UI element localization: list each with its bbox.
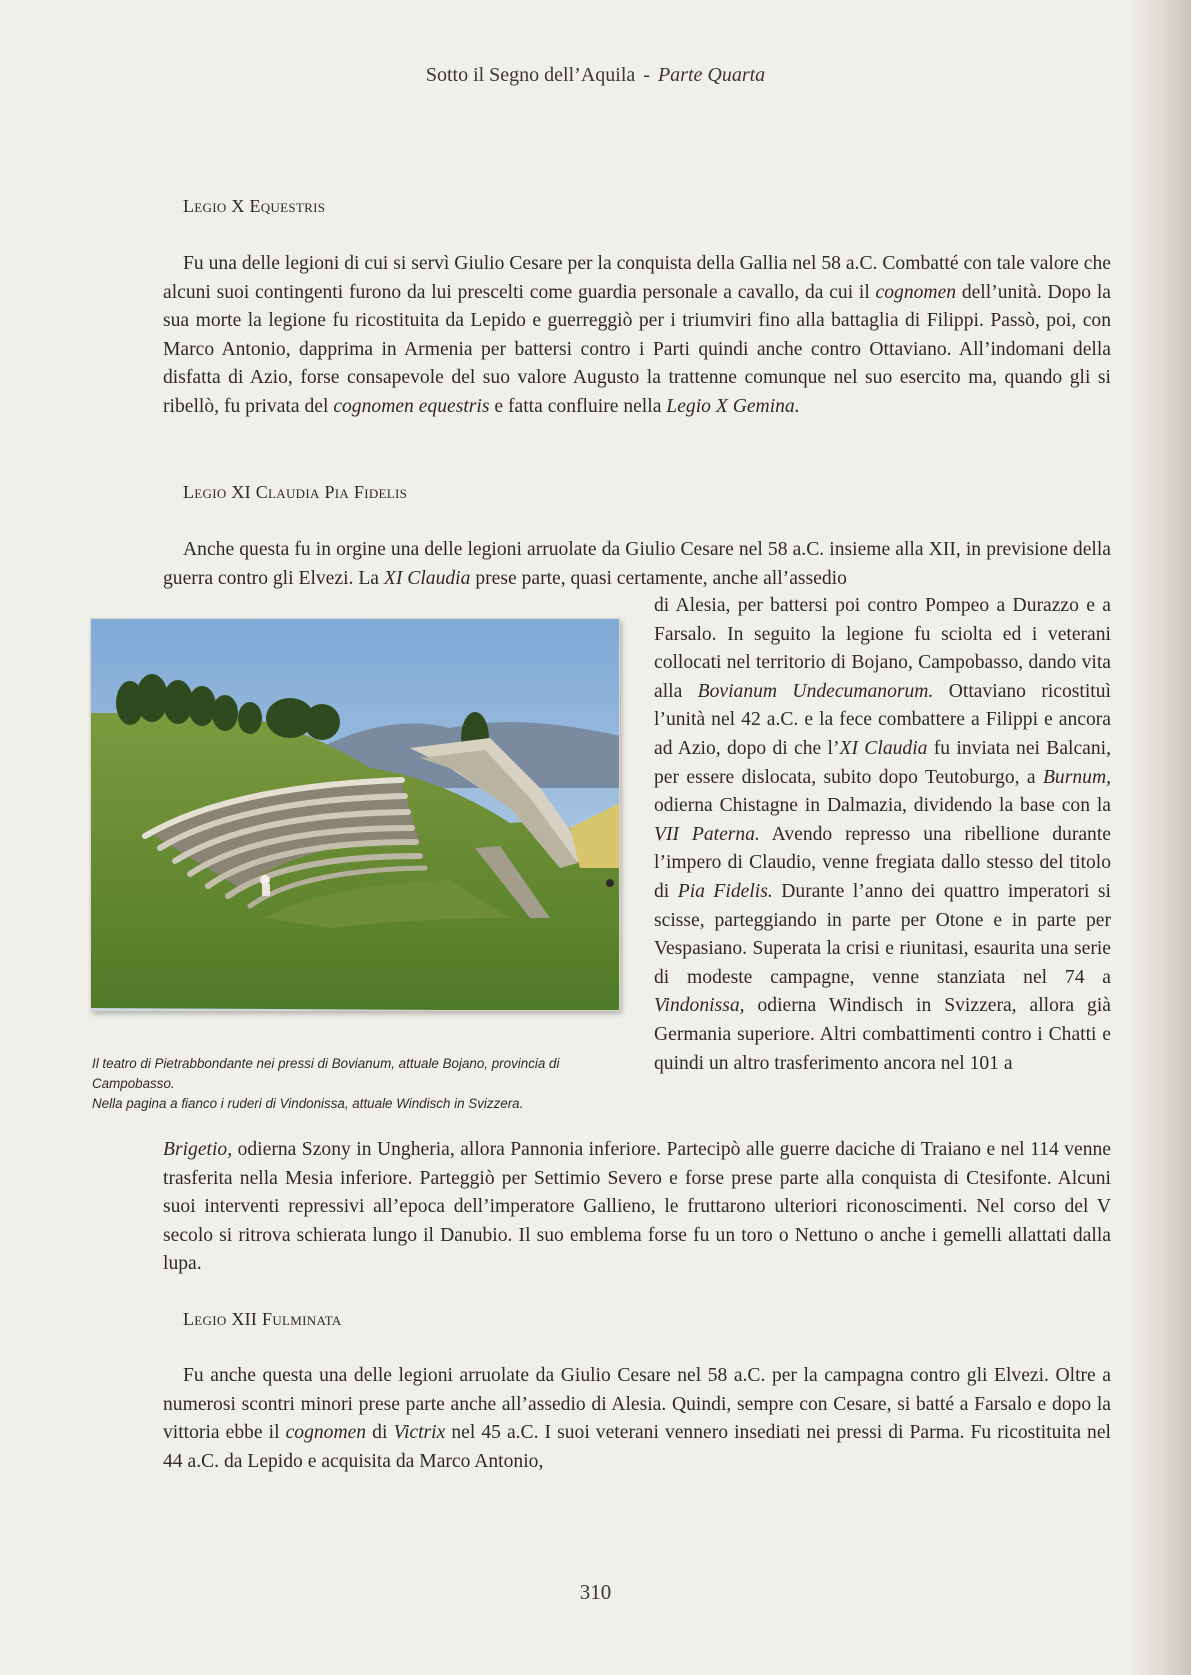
paragraph-legio-xi-cont (163, 1136, 1111, 1279)
page-edge-shadow (1131, 0, 1191, 1675)
text-run-italic: XI Claudia (839, 737, 928, 759)
text-run-italic: Legio X Gemina. (666, 395, 800, 417)
text-run-italic: Vindonissa, (654, 995, 745, 1017)
text-run-italic: Bovianum Undecumanorum. (697, 680, 934, 702)
heading-legio-xi: Legio XI Claudia Pia Fidelis (183, 482, 408, 502)
text-run: Avendo represso una ribellione durante l’impero di Claudio, venne fregiata dallo stesso del titolo di (654, 823, 1111, 902)
text-run: di (366, 1422, 394, 1443)
text-run-italic: cognomen equestris (333, 395, 490, 417)
text-run-italic: cognomen (285, 1422, 367, 1443)
text-run-italic: Pia Fidelis. (677, 880, 773, 902)
text-run: odierna Chistagne in Dalmazia, dividendo la base con la (654, 795, 1111, 817)
text-run: Ottaviano ricostituì l’unità nel 42 a.C. e la fece combattere a Filippi e ancora ad Azio, dopo di che l’ (654, 680, 1111, 759)
paragraph-legio-xi-column (654, 592, 1111, 1078)
text-run: Fu una delle legioni di cui si servì Giulio Cesare per la conquista della Gallia nel 58 a.C. Combatté con tale valore che alcuni suoi contingenti furono da lui prescelti come guardia personale a cavallo, da cui il (163, 253, 1111, 303)
text-run: odierna Windisch in Svizzera, allora già Germania superiore. Altri combattimenti contro i Chatti e quindi un altro trasferimento ancora nel 101 a (654, 995, 1111, 1074)
running-head-separator: - (643, 64, 650, 86)
text-run: odierna Szony in Ungheria, allora Pannonia inferiore. Partecipò alle guerre daciche di Traiano e nel 114 venne trasferita nella Mesia inferiore. Parteggiò per Settimio Severo e forse prese parte alla conquista di Ctesifonte. Alcuni suoi interventi repressivi all’epoca dell’imperatore Gallieno, le fruttarono ulteriori riconoscimenti. Nel corso del V secolo si ritrova schierata lungo il Danubio. Il suo emblema forse fu un toro o Nettuno o anche i gemelli allattati dalla lupa. (163, 1139, 1111, 1274)
text-run: prese parte, quasi certamente, anche all’assedio (470, 567, 847, 589)
theatre-photo (90, 618, 620, 1011)
caption-line-2: Nella pagina a fianco i ruderi di Vindonissa, attuale Windisch in Svizzera. (92, 1096, 524, 1111)
text-run: Anche questa fu in orgine una delle legioni arruolate da Giulio Cesare nel 58 a.C. insieme alla XII, in previsione della guerra contro gli Elvezi. La (163, 539, 1111, 589)
paragraph-legio-x (163, 250, 1111, 421)
heading-legio-xii: Legio XII Fulminata (183, 1309, 342, 1329)
text-run: e fatta confluire nella (489, 395, 667, 417)
running-head (0, 64, 1191, 87)
text-run: fu inviata nei Balcani, per essere dislocata, subito dopo Teutoburgo, a (654, 737, 1112, 788)
text-run: dell’unità. Dopo la sua morte la legione fu ricostituita da Lepido e guerreggiò per i triumviri fino alla battaglia di Filippi. Passò, poi, con Marco Antonio, dapprima in Armenia per battersi contro i Parti quindi anche contro Ottaviano. All’indomani della disfatta di Azio, forse consapevole del suo valore Augusto la trattenne comunque nel suo esercito ma, quando gli si ribellò, fu privata del (163, 281, 1111, 417)
page-number: 310 (579, 1580, 612, 1604)
heading-legio-x: Legio X Equestris (183, 196, 326, 216)
text-run: Durante l’anno dei quattro imperatori si scisse, parteggiando in parte per Otone e in parte per Vespasiano. Superata la crisi e riunitasi, esaurita una serie di modeste campagne, venne stanziata nel 74 a (654, 880, 1111, 988)
book-part: Parte Quarta (657, 64, 766, 86)
text-run: di Alesia, per battersi poi contro Pompeo a Durazzo e a Farsalo. In seguito la legione fu sciolta ed i veterani collocati nel territorio di Bojano, Campobasso, dando vita alla (654, 595, 1111, 702)
paragraph-legio-xii (163, 1362, 1111, 1476)
book-title: Sotto il Segno dell’Aquila (425, 64, 636, 86)
caption-line-1: Il teatro di Pietrabbondante nei pressi di Bovianum, attuale Bojano, provincia di Campobasso. (92, 1056, 560, 1091)
text-run-italic: VII Paterna. (654, 823, 760, 845)
text-run: nel 45 a.C. I suoi veterani vennero insediati nei pressi di Parma. Fu ricostituita nel 44 a.C. da Lepido e acquisita da Marco Antonio, (163, 1422, 1111, 1472)
photo-caption (92, 1054, 622, 1114)
text-run-italic: XI Claudia (383, 567, 471, 589)
text-run: Fu anche questa una delle legioni arruolate da Giulio Cesare nel 58 a.C. per la campagna contro gli Elvezi. Oltre a numerosi scontri minori prese parte anche all’assedio di Alesia. Quindi, sempre con Cesare, si batté a Farsalo e dopo la vittoria ebbe il (163, 1365, 1111, 1443)
paragraph-legio-xi-intro (163, 536, 1111, 593)
text-run-italic: cognomen (875, 281, 957, 303)
text-run-italic: Victrix (393, 1422, 446, 1443)
text-run-italic: Brigetio, (163, 1139, 233, 1160)
text-run-italic: Burnum, (1042, 766, 1111, 788)
theatre-photo-illustration (90, 618, 620, 1011)
